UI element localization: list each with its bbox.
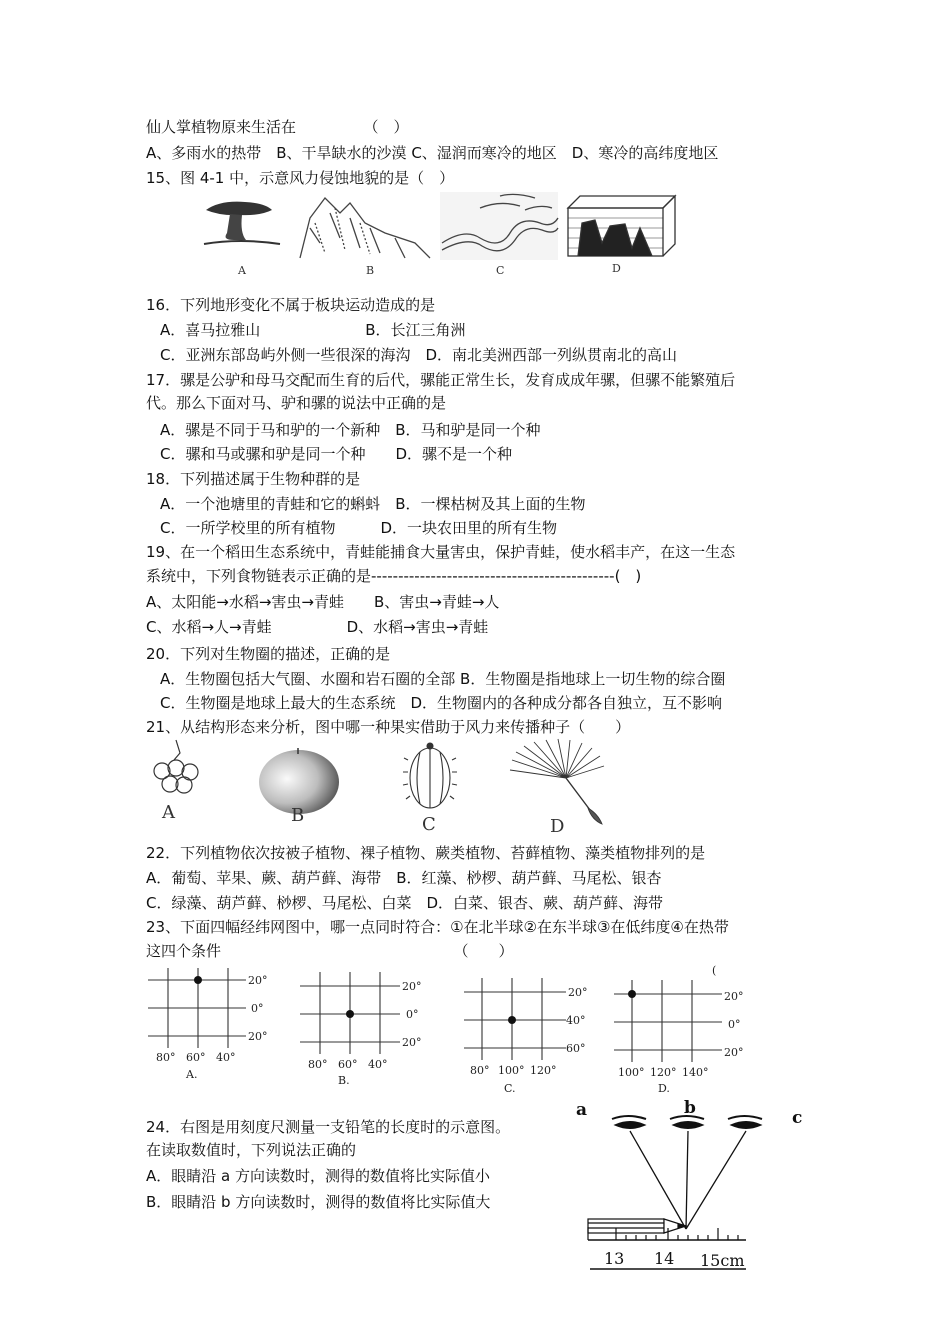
- q24-stem-1: 24．右图是用刻度尺测量一支铅笔的长度时的示意图。: [146, 1118, 511, 1136]
- q16-options-ab: A．喜马拉雅山 B．长江三角洲: [160, 321, 466, 339]
- grid-map-b-lon-1: 60°: [338, 1058, 358, 1071]
- grid-map-c-lon-0: 80°: [470, 1064, 490, 1077]
- fruit-c-image: [403, 743, 457, 808]
- q19-options-cd: C、水稻→人→青蛙 D、水稻→害虫→青蛙: [146, 618, 489, 636]
- q23-stem-1: 23、下面四幅经纬网图中，哪一点同时符合：①在北半球②在东半球③在低纬度④在热带: [146, 918, 729, 936]
- landform-a-image: [204, 202, 280, 244]
- grid-map-d-lat-0: 20°: [724, 990, 744, 1003]
- landform-d-label: D: [612, 262, 621, 275]
- landform-b-image: [300, 198, 430, 258]
- grid-map-b-lat-1: 0°: [406, 1008, 419, 1021]
- q19-stem-2: 系统中，下列食物链表示正确的是---------------------------------------------( ): [146, 567, 642, 585]
- q14-stem: 仙人掌植物原来生活在 （ ）: [146, 118, 409, 136]
- fruit-d-image: [510, 739, 604, 824]
- q17-options-cd: C．骡和马或骡和驴是同一个种 D．骡不是一个种: [160, 445, 513, 463]
- fruit-figure: [146, 738, 626, 837]
- grid-map-b: [298, 970, 428, 1090]
- landform-figure: [200, 188, 680, 288]
- grid-map-a: [146, 966, 271, 1084]
- grid-map-d: [612, 962, 762, 1096]
- landform-c-label: C: [496, 264, 505, 277]
- grid-map-c-lat-2: 60°: [566, 1042, 586, 1055]
- grid-map-c-lon-1: 100°: [498, 1064, 525, 1077]
- landform-c-image: [440, 192, 558, 260]
- grid-map-a-lon-0: 80°: [156, 1051, 176, 1064]
- ruler-mark-13: 13: [604, 1249, 625, 1268]
- eye-label-b: b: [684, 1098, 696, 1118]
- q21-stem: 21、从结构形态来分析，图中哪一种果实借助于风力来传播种子（ ）: [146, 718, 631, 736]
- grid-map-a-lon-1: 60°: [186, 1051, 206, 1064]
- ruler-mark-14: 14: [654, 1249, 675, 1268]
- fruit-a-image: [154, 740, 198, 793]
- q17-stem-1: 17．骡是公驴和母马交配而生育的后代，骡能正常生长，发育成成年骡，但骡不能繁殖后: [146, 371, 736, 389]
- fruit-b-label: B: [291, 805, 305, 826]
- q19-stem-1: 19、在一个稻田生态系统中，青蛙能捕食大量害虫，保护青蛙，使水稻丰产，在这一生态: [146, 543, 736, 561]
- grid-map-b-lat-0: 20°: [402, 980, 422, 993]
- q17-options-ab: A．骡是不同于马和驴的一个新种 B．马和驴是同一个种: [160, 421, 541, 439]
- q23-stem-2: 这四个条件 （ ）: [146, 942, 514, 960]
- grid-map-a-lat-0: 20°: [248, 974, 268, 987]
- grid-map-c-label: C.: [504, 1082, 516, 1095]
- grid-map-d-lat-1: 0°: [728, 1018, 741, 1031]
- fruit-a-label: A: [162, 802, 175, 823]
- grid-map-b-label: B.: [338, 1074, 350, 1087]
- grid-map-a-lon-2: 40°: [216, 1051, 236, 1064]
- q22-options-ab: A．葡萄、苹果、蕨、葫芦藓、海带 B．红藻、桫椤、葫芦藓、马尾松、银杏: [146, 869, 662, 887]
- ruler-mark-15cm: 15cm: [700, 1251, 745, 1270]
- grid-map-b-lon-2: 40°: [368, 1058, 388, 1071]
- grid-map-d-lon-0: 100°: [618, 1066, 645, 1079]
- landform-b-label: B: [366, 264, 375, 277]
- grid-map-b-point: [346, 1010, 354, 1018]
- ruler-figure: [570, 1095, 810, 1277]
- grid-map-c-lat-0: 20°: [568, 986, 588, 999]
- fruit-d-label: D: [550, 816, 565, 837]
- grid-map-d-lon-2: 140°: [682, 1066, 709, 1079]
- q20-stem: 20．下列对生物圈的描述，正确的是: [146, 645, 391, 663]
- eye-label-c: c: [792, 1108, 803, 1128]
- q22-stem: 22．下列植物依次按被子植物、裸子植物、蕨类植物、苔藓植物、藻类植物排列的是: [146, 844, 706, 862]
- eye-label-a: a: [576, 1100, 588, 1120]
- grid-map-d-extra-mark: (: [712, 964, 717, 977]
- grid-map-b-lon-0: 80°: [308, 1058, 328, 1071]
- q16-options-cd: C．亚洲东部岛屿外侧一些很深的海沟 D．南北美洲西部一列纵贯南北的高山: [160, 346, 678, 364]
- q24-option-b: B．眼睛沿 b 方向读数时，测得的数值将比实际值大: [146, 1193, 491, 1211]
- q18-stem: 18．下列描述属于生物种群的是: [146, 470, 361, 488]
- q15-stem: 15、图 4-1 中，示意风力侵蚀地貌的是（ ）: [146, 169, 455, 187]
- eye-c-icon: [728, 1116, 762, 1128]
- q18-options-ab: A．一个池塘里的青蛙和它的蝌蚪 B．一棵枯树及其上面的生物: [160, 495, 586, 513]
- grid-map-c-point: [508, 1016, 516, 1024]
- grid-map-c-lon-2: 120°: [530, 1064, 557, 1077]
- eye-a-icon: [612, 1116, 646, 1128]
- grid-map-a-lat-1: 0°: [251, 1002, 264, 1015]
- q19-options-ab: A、太阳能→水稻→害虫→青蛙 B、害虫→青蛙→人: [146, 593, 500, 611]
- grid-map-c: [462, 976, 597, 1098]
- q20-options-ab: A．生物圈包括大气圈、水圈和岩石圈的全部 B．生物圈是指地球上一切生物的综合圈: [160, 670, 726, 688]
- q17-stem-2: 代。那么下面对马、驴和骡的说法中正确的是: [146, 394, 447, 412]
- q14-options: A、多雨水的热带 B、干旱缺水的沙漠 C、湿润而寒冷的地区 D、寒冷的高纬度地区: [146, 144, 719, 162]
- q24-option-a: A．眼睛沿 a 方向读数时，测得的数值将比实际值小: [146, 1167, 490, 1185]
- q20-options-cd: C．生物圈是地球上最大的生态系统 D．生物圈内的各种成分都各自独立，互不影响: [160, 694, 723, 712]
- grid-map-d-point: [628, 990, 636, 998]
- grid-map-a-label: A.: [186, 1068, 198, 1081]
- grid-map-d-lon-1: 120°: [650, 1066, 677, 1079]
- landform-a-label: A: [238, 264, 246, 277]
- grid-map-d-label: D.: [658, 1082, 670, 1095]
- q22-options-cd: C．绿藻、葫芦藓、桫椤、马尾松、白菜 D．白菜、银杏、蕨、葫芦藓、海带: [146, 894, 664, 912]
- grid-map-c-lat-1: 40°: [566, 1014, 586, 1027]
- q16-stem: 16．下列地形变化不属于板块运动造成的是: [146, 296, 436, 314]
- grid-map-a-point: [194, 976, 202, 984]
- grid-map-d-lat-2: 20°: [724, 1046, 744, 1059]
- q18-options-cd: C．一所学校里的所有植物 D．一块农田里的所有生物: [160, 519, 558, 537]
- q24-stem-2: 在读取数值时，下列说法正确的: [146, 1141, 357, 1159]
- landform-d-image: [568, 196, 675, 256]
- fruit-c-label: C: [422, 814, 436, 835]
- pencil-image: [588, 1219, 686, 1233]
- grid-map-a-lat-2: 20°: [248, 1030, 268, 1043]
- grid-map-b-lat-2: 20°: [402, 1036, 422, 1049]
